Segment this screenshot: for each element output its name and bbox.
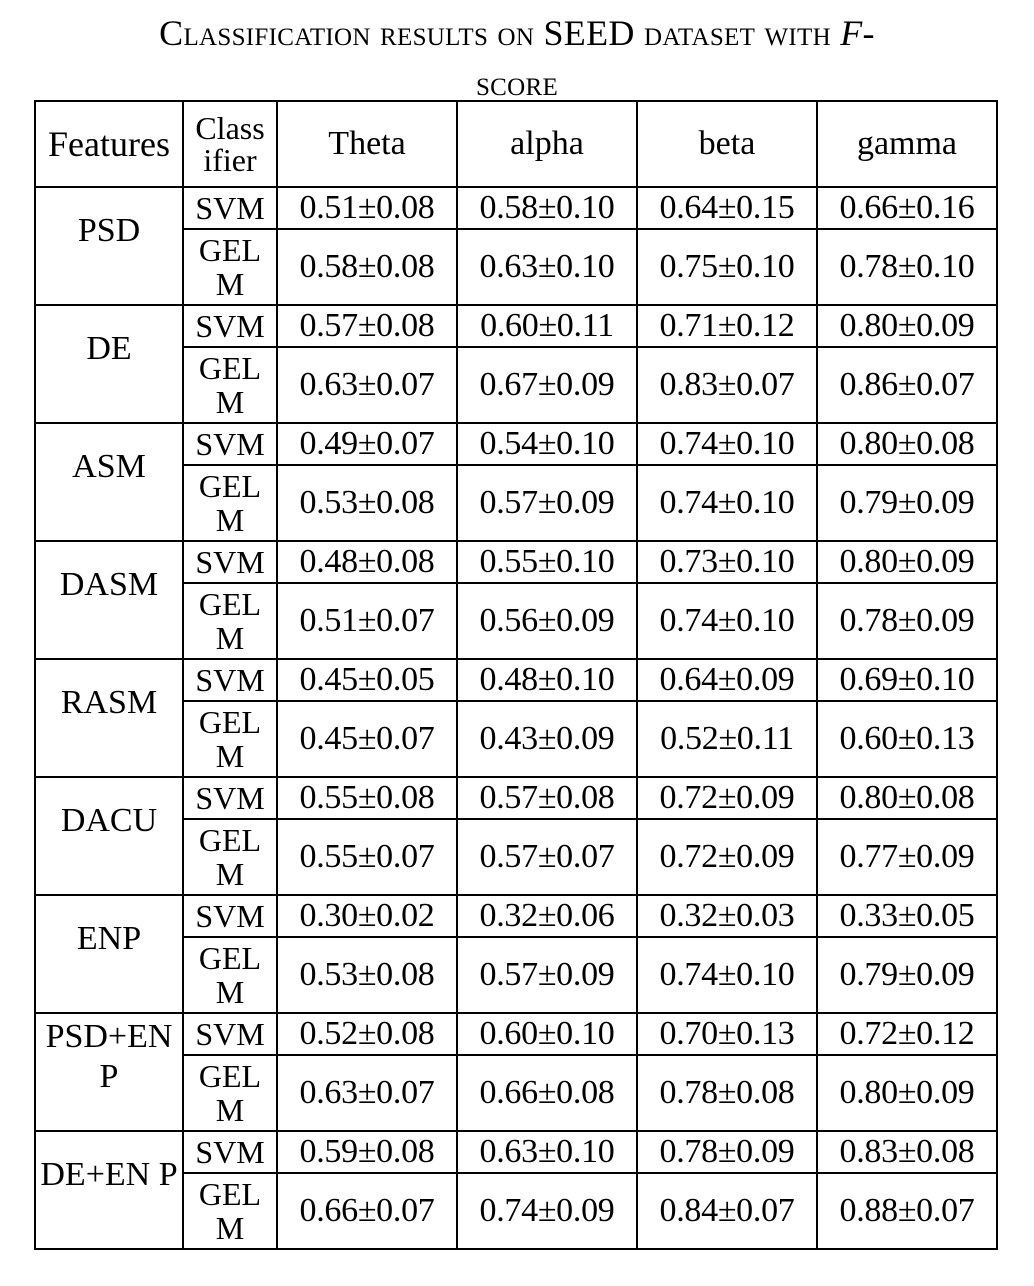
header-band: beta xyxy=(637,101,817,187)
value-cell: 0.83±0.08 xyxy=(817,1131,997,1173)
feature-cell: PSD+EN P xyxy=(35,1013,183,1131)
value-cell: 0.88±0.07 xyxy=(817,1173,997,1249)
header-classifier: Class ifier xyxy=(183,101,277,187)
caption-italic-f: F xyxy=(840,13,863,53)
feature-cell: DE+EN P xyxy=(35,1131,183,1249)
caption-line-2: score xyxy=(475,63,559,103)
header-band: alpha xyxy=(457,101,637,187)
value-cell: 0.74±0.10 xyxy=(637,583,817,659)
caption-text: Classification results on SEED dataset with xyxy=(159,13,841,53)
value-cell: 0.74±0.10 xyxy=(637,937,817,1013)
value-cell: 0.63±0.10 xyxy=(457,229,637,305)
value-cell: 0.78±0.09 xyxy=(637,1131,817,1173)
value-cell: 0.71±0.12 xyxy=(637,305,817,347)
classifier-cell: SVM xyxy=(183,1013,277,1055)
value-cell: 0.57±0.08 xyxy=(277,305,457,347)
table-row xyxy=(35,659,997,701)
value-cell: 0.59±0.08 xyxy=(277,1131,457,1173)
value-cell: 0.33±0.05 xyxy=(817,895,997,937)
value-cell: 0.66±0.07 xyxy=(277,1173,457,1249)
value-cell: 0.53±0.08 xyxy=(277,937,457,1013)
value-cell: 0.74±0.10 xyxy=(637,465,817,541)
classifier-cell: GEL M xyxy=(183,347,277,423)
value-cell: 0.80±0.08 xyxy=(817,423,997,465)
value-cell: 0.45±0.05 xyxy=(277,659,457,701)
value-cell: 0.52±0.08 xyxy=(277,1013,457,1055)
value-cell: 0.60±0.10 xyxy=(457,1013,637,1055)
header-features: Features xyxy=(35,101,183,187)
feature-cell: ENP xyxy=(35,895,183,1013)
value-cell: 0.45±0.07 xyxy=(277,701,457,777)
value-cell: 0.55±0.07 xyxy=(277,819,457,895)
feature-cell: DACU xyxy=(35,777,183,895)
feature-cell: RASM xyxy=(35,659,183,777)
value-cell: 0.55±0.10 xyxy=(457,541,637,583)
classifier-cell: GEL M xyxy=(183,229,277,305)
value-cell: 0.77±0.09 xyxy=(817,819,997,895)
value-cell: 0.72±0.09 xyxy=(637,777,817,819)
feature-cell: DASM xyxy=(35,541,183,659)
value-cell: 0.80±0.09 xyxy=(817,541,997,583)
value-cell: 0.57±0.09 xyxy=(457,465,637,541)
value-cell: 0.72±0.09 xyxy=(637,819,817,895)
classifier-cell: GEL M xyxy=(183,465,277,541)
value-cell: 0.64±0.09 xyxy=(637,659,817,701)
classifier-cell: GEL M xyxy=(183,701,277,777)
value-cell: 0.52±0.11 xyxy=(637,701,817,777)
caption-dash: - xyxy=(862,13,875,53)
value-cell: 0.58±0.08 xyxy=(277,229,457,305)
value-cell: 0.75±0.10 xyxy=(637,229,817,305)
value-cell: 0.79±0.09 xyxy=(817,937,997,1013)
classifier-cell: SVM xyxy=(183,305,277,347)
table-row xyxy=(35,895,997,937)
value-cell: 0.32±0.03 xyxy=(637,895,817,937)
value-cell: 0.78±0.10 xyxy=(817,229,997,305)
classifier-cell: GEL M xyxy=(183,937,277,1013)
value-cell: 0.69±0.10 xyxy=(817,659,997,701)
value-cell: 0.74±0.09 xyxy=(457,1173,637,1249)
value-cell: 0.48±0.08 xyxy=(277,541,457,583)
classifier-cell: SVM xyxy=(183,659,277,701)
value-cell: 0.74±0.10 xyxy=(637,423,817,465)
value-cell: 0.51±0.07 xyxy=(277,583,457,659)
classifier-cell: SVM xyxy=(183,423,277,465)
value-cell: 0.54±0.10 xyxy=(457,423,637,465)
value-cell: 0.57±0.08 xyxy=(457,777,637,819)
table-row xyxy=(35,777,997,819)
header-row xyxy=(35,101,997,187)
feature-cell: DE xyxy=(35,305,183,423)
table-row xyxy=(35,187,997,229)
value-cell: 0.78±0.08 xyxy=(637,1055,817,1131)
classifier-cell: SVM xyxy=(183,1131,277,1173)
classifier-cell: SVM xyxy=(183,895,277,937)
value-cell: 0.80±0.08 xyxy=(817,777,997,819)
table-row xyxy=(35,1131,997,1173)
value-cell: 0.63±0.07 xyxy=(277,1055,457,1131)
feature-cell: ASM xyxy=(35,423,183,541)
classifier-cell: SVM xyxy=(183,777,277,819)
value-cell: 0.55±0.08 xyxy=(277,777,457,819)
value-cell: 0.79±0.09 xyxy=(817,465,997,541)
table-row xyxy=(35,1013,997,1055)
results-table xyxy=(34,100,998,1250)
value-cell: 0.60±0.11 xyxy=(457,305,637,347)
value-cell: 0.67±0.09 xyxy=(457,347,637,423)
table-caption xyxy=(0,8,1034,108)
value-cell: 0.64±0.15 xyxy=(637,187,817,229)
value-cell: 0.53±0.08 xyxy=(277,465,457,541)
value-cell: 0.80±0.09 xyxy=(817,1055,997,1131)
value-cell: 0.30±0.02 xyxy=(277,895,457,937)
value-cell: 0.73±0.10 xyxy=(637,541,817,583)
value-cell: 0.60±0.13 xyxy=(817,701,997,777)
value-cell: 0.57±0.07 xyxy=(457,819,637,895)
feature-cell: PSD xyxy=(35,187,183,305)
value-cell: 0.70±0.13 xyxy=(637,1013,817,1055)
caption-line-1 xyxy=(0,8,1034,58)
classifier-cell: GEL M xyxy=(183,1055,277,1131)
header-band: Theta xyxy=(277,101,457,187)
classifier-cell: GEL M xyxy=(183,1173,277,1249)
value-cell: 0.57±0.09 xyxy=(457,937,637,1013)
value-cell: 0.83±0.07 xyxy=(637,347,817,423)
value-cell: 0.56±0.09 xyxy=(457,583,637,659)
table-row xyxy=(35,305,997,347)
value-cell: 0.58±0.10 xyxy=(457,187,637,229)
value-cell: 0.63±0.07 xyxy=(277,347,457,423)
value-cell: 0.66±0.16 xyxy=(817,187,997,229)
value-cell: 0.86±0.07 xyxy=(817,347,997,423)
value-cell: 0.78±0.09 xyxy=(817,583,997,659)
value-cell: 0.63±0.10 xyxy=(457,1131,637,1173)
value-cell: 0.66±0.08 xyxy=(457,1055,637,1131)
results-body xyxy=(35,187,997,1249)
table-row xyxy=(35,423,997,465)
value-cell: 0.43±0.09 xyxy=(457,701,637,777)
classifier-cell: SVM xyxy=(183,187,277,229)
value-cell: 0.51±0.08 xyxy=(277,187,457,229)
table-row xyxy=(35,541,997,583)
classifier-cell: GEL M xyxy=(183,583,277,659)
value-cell: 0.49±0.07 xyxy=(277,423,457,465)
header-band: gamma xyxy=(817,101,997,187)
value-cell: 0.32±0.06 xyxy=(457,895,637,937)
classifier-cell: GEL M xyxy=(183,819,277,895)
value-cell: 0.80±0.09 xyxy=(817,305,997,347)
classifier-cell: SVM xyxy=(183,541,277,583)
value-cell: 0.84±0.07 xyxy=(637,1173,817,1249)
value-cell: 0.48±0.10 xyxy=(457,659,637,701)
value-cell: 0.72±0.12 xyxy=(817,1013,997,1055)
